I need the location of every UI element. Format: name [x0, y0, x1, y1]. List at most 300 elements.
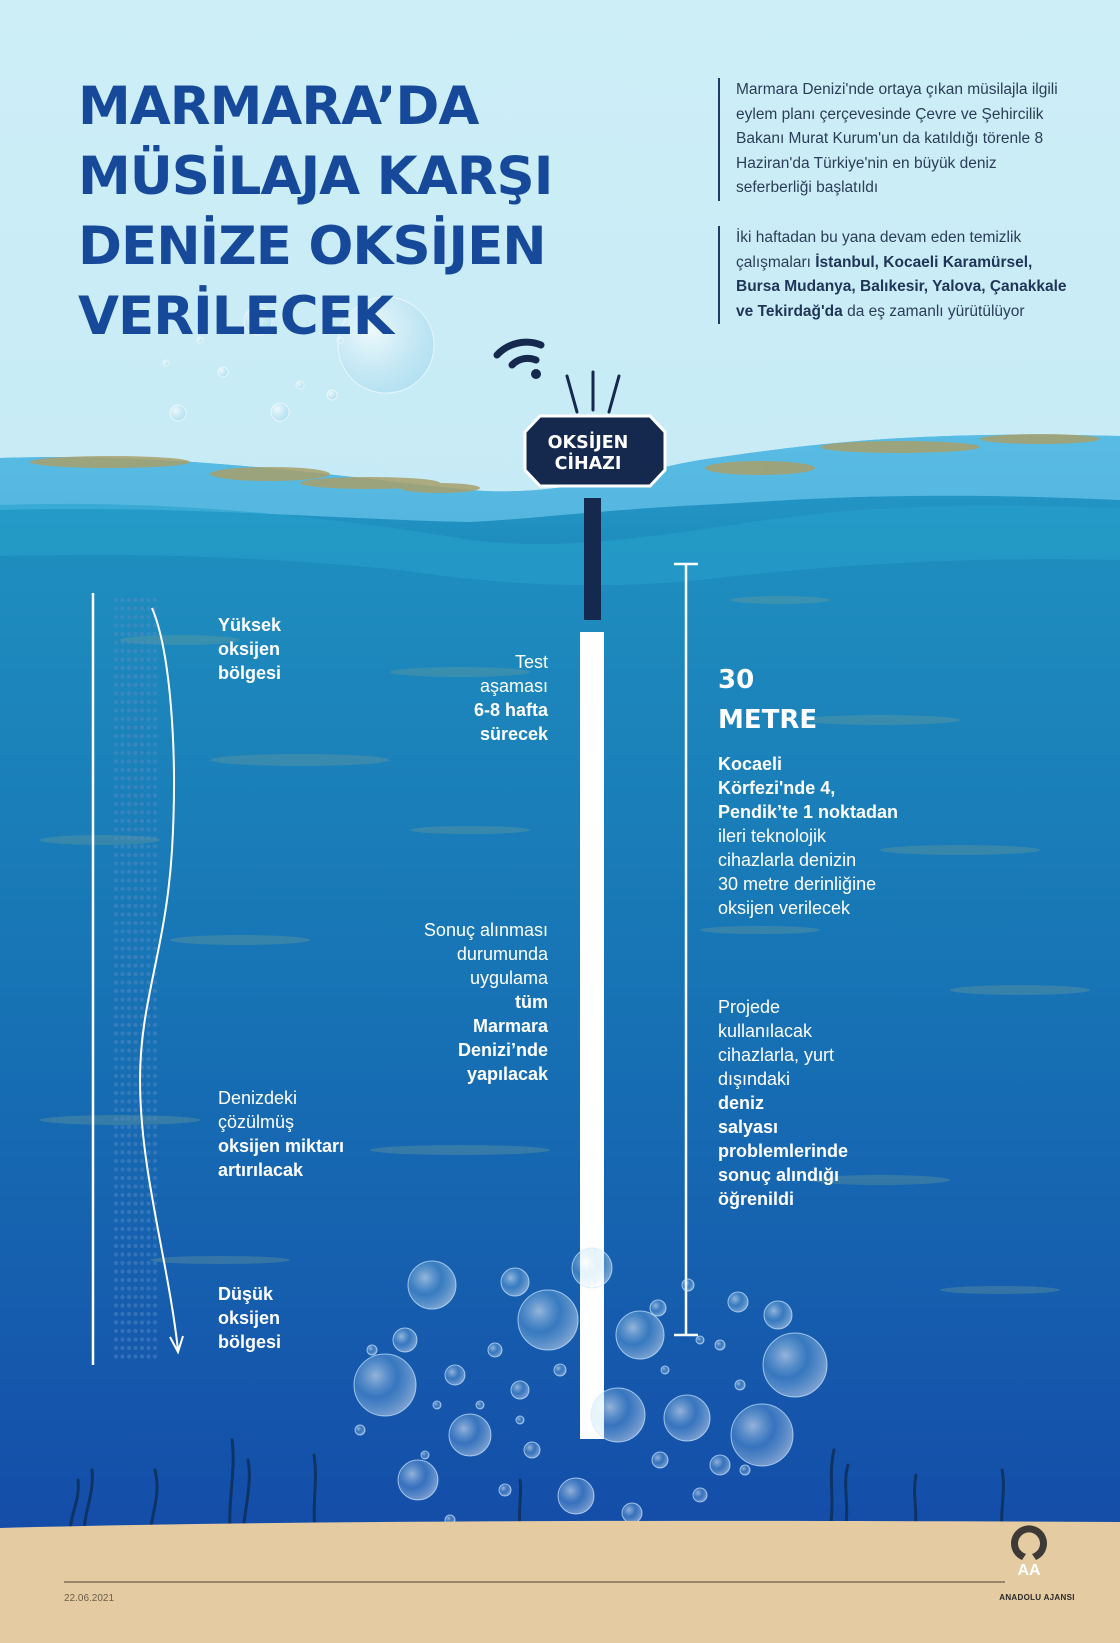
oxygen-dot: [114, 1176, 118, 1180]
oxygen-dot: [146, 1252, 150, 1256]
oxygen-dot: [140, 623, 144, 627]
oxygen-dot: [114, 1142, 118, 1146]
oxygen-dot: [127, 717, 131, 721]
oxygen-dot: [140, 1269, 144, 1273]
note-fragment: dışındaki: [718, 1069, 791, 1089]
oxygen-dot: [153, 785, 157, 789]
oxygen-dot: [133, 827, 137, 831]
oxygen-dot: [133, 734, 137, 738]
oxygen-dot: [146, 1116, 150, 1120]
oxygen-dot: [133, 623, 137, 627]
oxygen-dot: [146, 1048, 150, 1052]
oxygen-dot: [146, 615, 150, 619]
oxygen-dot: [120, 1014, 124, 1018]
oxygen-dot: [140, 929, 144, 933]
oxygen-dot: [127, 776, 131, 780]
title-line: VERİLECEK: [78, 286, 393, 347]
oxygen-dot: [114, 1048, 118, 1052]
oxygen-dot: [127, 691, 131, 695]
oxygen-dot: [114, 980, 118, 984]
oxygen-dot: [120, 1099, 124, 1103]
note-line-bold: Kocaeli: [718, 754, 783, 774]
oxygen-dot: [140, 1159, 144, 1163]
oxygen-dot: [127, 1048, 131, 1052]
oxygen-dot: [127, 1269, 131, 1273]
oxygen-dot: [146, 1142, 150, 1146]
oxygen-dot: [146, 623, 150, 627]
oxygen-dot: [146, 768, 150, 772]
page-title: [78, 72, 638, 352]
oxygen-dot: [120, 623, 124, 627]
oxygen-dot: [133, 725, 137, 729]
oxygen-dot: [120, 1142, 124, 1146]
oxygen-dot: [127, 810, 131, 814]
oxygen-dot: [133, 878, 137, 882]
oxygen-dot: [133, 674, 137, 678]
oxygen-dot: [133, 606, 137, 610]
oxygen-dot: [133, 1048, 137, 1052]
intro-p2-end: da eş zamanlı yürütülüyor: [842, 302, 1025, 320]
oxygen-dot: [114, 1329, 118, 1333]
oxygen-dot: [120, 1295, 124, 1299]
oxygen-dot: [114, 1244, 118, 1248]
oxygen-dot: [140, 836, 144, 840]
oxygen-dot: [120, 844, 124, 848]
oxygen-dot: [120, 776, 124, 780]
oxygen-dot: [133, 1116, 137, 1120]
oxygen-dot: [146, 691, 150, 695]
oxygen-dot: [146, 844, 150, 848]
oxygen-dot: [153, 989, 157, 993]
oxygen-dot: [114, 1099, 118, 1103]
oxygen-dot: [120, 861, 124, 865]
oxygen-dot: [133, 929, 137, 933]
oxygen-dot: [120, 1167, 124, 1171]
note-line-bold: Körfezi'nde 4,: [718, 778, 836, 798]
oxygen-dot: [153, 1244, 157, 1248]
oxygen-dot: [127, 1040, 131, 1044]
oxygen-dot: [153, 1269, 157, 1273]
oxygen-dot: [114, 1269, 118, 1273]
oxygen-dot: [153, 1184, 157, 1188]
oxygen-dot: [120, 963, 124, 967]
agency-name: ANADOLU AJANSI: [999, 1593, 1075, 1602]
note-line: cihazlarla denizin: [718, 850, 857, 870]
oxygen-dot: [140, 1312, 144, 1316]
oxygen-dot: [140, 1227, 144, 1231]
oxygen-dot: [127, 1057, 131, 1061]
note-line-bold: yapılacak: [466, 1064, 548, 1084]
oxygen-dot: [114, 776, 118, 780]
oxygen-dot: [127, 912, 131, 916]
oxygen-dot: [120, 734, 124, 738]
oxygen-dot: [127, 1252, 131, 1256]
oxygen-dot: [153, 802, 157, 806]
note-fragment-bold: tüm: [515, 992, 548, 1012]
oxygen-dot: [133, 1354, 137, 1358]
oxygen-dot: [140, 649, 144, 653]
oxygen-dot: [114, 1210, 118, 1214]
oxygen-dot: [114, 1295, 118, 1299]
oxygen-dot: [127, 929, 131, 933]
oxygen-dot: [133, 1312, 137, 1316]
oxygen-dot: [140, 921, 144, 925]
oxygen-dot: [153, 632, 157, 636]
oxygen-dot: [146, 887, 150, 891]
oxygen-dot: [114, 700, 118, 704]
oxygen-dot: [146, 751, 150, 755]
oxygen-dot: [153, 1099, 157, 1103]
note-line-bold: Marmara: [472, 1016, 548, 1036]
oxygen-dot: [153, 734, 157, 738]
oxygen-dot: [140, 1252, 144, 1256]
oxygen-dot: [133, 1108, 137, 1112]
oxygen-dot: [153, 997, 157, 1001]
oxygen-dot: [127, 742, 131, 746]
oxygen-dot: [133, 972, 137, 976]
oxygen-dot: [120, 980, 124, 984]
zone-label-line: bölgesi: [218, 1332, 282, 1352]
oxygen-dot: [140, 1201, 144, 1205]
oxygen-dot: [120, 666, 124, 670]
oxygen-dot: [120, 674, 124, 678]
oxygen-dot: [120, 691, 124, 695]
oxygen-dot: [153, 623, 157, 627]
note-line: durumunda: [456, 944, 548, 964]
oxygen-dot: [114, 929, 118, 933]
oxygen-dot: [120, 717, 124, 721]
oxygen-dot: [127, 1125, 131, 1129]
oxygen-dot: [120, 946, 124, 950]
oxygen-dot: [127, 938, 131, 942]
oxygen-dot: [140, 1278, 144, 1282]
oxygen-dot: [120, 1244, 124, 1248]
oxygen-dot: [120, 810, 124, 814]
oxygen-dot: [133, 649, 137, 653]
oxygen-dot: [153, 921, 157, 925]
oxygen-dot: [140, 785, 144, 789]
oxygen-dot: [140, 1235, 144, 1239]
oxygen-dot: [120, 1125, 124, 1129]
oxygen-dot: [133, 912, 137, 916]
oxygen-dot: [140, 878, 144, 882]
oxygen-dot: [120, 657, 124, 661]
oxygen-dot: [146, 870, 150, 874]
oxygen-dot: [114, 691, 118, 695]
oxygen-dot: [120, 878, 124, 882]
oxygen-dot: [133, 1218, 137, 1222]
oxygen-dot: [127, 921, 131, 925]
oxygen-dot: [146, 1269, 150, 1273]
oxygen-dot: [140, 640, 144, 644]
note-line-bold: sürecek: [479, 724, 548, 744]
oxygen-dot: [120, 989, 124, 993]
oxygen-dot: [120, 1312, 124, 1316]
oxygen-dot: [114, 1091, 118, 1095]
note-line-bold: öğrenildi: [718, 1189, 794, 1209]
oxygen-dot: [146, 1354, 150, 1358]
oxygen-dot: [114, 649, 118, 653]
oxygen-dot: [114, 1252, 118, 1256]
oxygen-dot: [127, 768, 131, 772]
oxygen-dot: [114, 955, 118, 959]
oxygen-dot: [133, 1227, 137, 1231]
device-label-line: OKSİJEN: [547, 433, 629, 453]
oxygen-dot: [153, 1320, 157, 1324]
oxygen-dot: [153, 1006, 157, 1010]
oxygen-dot: [140, 1329, 144, 1333]
oxygen-dot: [120, 793, 124, 797]
oxygen-dot: [153, 674, 157, 678]
oxygen-dot: [133, 1320, 137, 1324]
note-line-bold: 6-8 hafta: [473, 700, 548, 720]
oxygen-dot: [114, 921, 118, 925]
oxygen-dot: [133, 1057, 137, 1061]
oxygen-dot: [133, 904, 137, 908]
oxygen-dot: [127, 1142, 131, 1146]
device-label: [513, 433, 663, 475]
oxygen-dot: [120, 640, 124, 644]
oxygen-dot: [133, 997, 137, 1001]
oxygen-dot: [114, 1031, 118, 1035]
oxygen-dot: [127, 1150, 131, 1154]
oxygen-dot: [146, 1320, 150, 1324]
oxygen-dot: [133, 1150, 137, 1154]
oxygen-dot: [146, 1193, 150, 1197]
note-line-bold: sonuç alındığı: [718, 1165, 840, 1185]
oxygen-dot: [127, 1312, 131, 1316]
oxygen-dot: [146, 1082, 150, 1086]
oxygen-dot: [114, 1040, 118, 1044]
oxygen-dot: [153, 1108, 157, 1112]
publish-date: 22.06.2021: [64, 1593, 115, 1604]
oxygen-dot: [114, 1312, 118, 1316]
oxygen-dot: [120, 683, 124, 687]
oxygen-dot: [153, 1048, 157, 1052]
oxygen-dot: [153, 1227, 157, 1231]
oxygen-dot: [140, 776, 144, 780]
oxygen-dot: [153, 1252, 157, 1256]
oxygen-dot: [146, 1023, 150, 1027]
oxygen-dot: [153, 1176, 157, 1180]
note-line: çözülmüş: [218, 1112, 295, 1132]
oxygen-dot: [127, 853, 131, 857]
oxygen-dot: [133, 1235, 137, 1239]
oxygen-dot: [133, 1184, 137, 1188]
oxygen-dot: [114, 742, 118, 746]
oxygen-dot: [127, 1108, 131, 1112]
oxygen-dot: [127, 674, 131, 678]
oxygen-dot: [127, 1159, 131, 1163]
test-phase-note: [360, 650, 548, 746]
oxygen-dot: [127, 1227, 131, 1231]
oxygen-dot: [114, 1023, 118, 1027]
oxygen-dot: [146, 1201, 150, 1205]
oxygen-dot: [153, 776, 157, 780]
oxygen-dot: [133, 598, 137, 602]
oxygen-dot: [127, 615, 131, 619]
oxygen-dot: [146, 1031, 150, 1035]
oxygen-dot: [127, 598, 131, 602]
oxygen-dot: [153, 1261, 157, 1265]
oxygen-dot: [114, 1065, 118, 1069]
note-line: Sonuç alınması: [423, 920, 548, 940]
oxygen-dot: [127, 1091, 131, 1095]
oxygen-dot: [146, 921, 150, 925]
oxygen-dot: [153, 1167, 157, 1171]
oxygen-dot: [120, 700, 124, 704]
oxygen-dot: [146, 1286, 150, 1290]
oxygen-dot: [133, 1346, 137, 1350]
oxygen-dot: [127, 1082, 131, 1086]
oxygen-dot: [114, 734, 118, 738]
oxygen-dot: [140, 963, 144, 967]
oxygen-dot: [153, 1023, 157, 1027]
oxygen-dot: [127, 1320, 131, 1324]
oxygen-dot: [133, 1329, 137, 1333]
oxygen-dot: [133, 861, 137, 865]
oxygen-dot: [114, 963, 118, 967]
oxygen-dot: [114, 1167, 118, 1171]
oxygen-dot: [127, 751, 131, 755]
depth-unit: METRE: [718, 705, 818, 735]
oxygen-dot: [133, 1269, 137, 1273]
oxygen-dot: [146, 827, 150, 831]
oxygen-dot: [127, 819, 131, 823]
oxygen-dot: [146, 598, 150, 602]
oxygen-dot: [140, 683, 144, 687]
oxygen-dot: [127, 1244, 131, 1248]
oxygen-dot: [114, 1303, 118, 1307]
oxygen-dot: [133, 1006, 137, 1010]
oxygen-dot: [114, 1082, 118, 1086]
oxygen-dot: [133, 870, 137, 874]
oxygen-dot: [140, 657, 144, 661]
oxygen-dot: [114, 1235, 118, 1239]
oxygen-dot: [133, 1091, 137, 1095]
oxygen-dot: [140, 1210, 144, 1214]
note-line: aşaması: [479, 676, 548, 696]
oxygen-dot: [140, 725, 144, 729]
zone-label-line: Düşük: [218, 1284, 274, 1304]
oxygen-dot: [140, 768, 144, 772]
oxygen-dot: [133, 776, 137, 780]
oxygen-dot: [120, 853, 124, 857]
oxygen-dot: [127, 895, 131, 899]
oxygen-dot: [114, 827, 118, 831]
oxygen-dot: [114, 708, 118, 712]
oxygen-dot: [146, 666, 150, 670]
oxygen-dot: [127, 844, 131, 848]
oxygen-dot: [114, 768, 118, 772]
oxygen-dot: [127, 1201, 131, 1205]
oxygen-dot: [153, 751, 157, 755]
oxygen-dot: [133, 632, 137, 636]
oxygen-dot: [120, 725, 124, 729]
oxygen-dot: [146, 674, 150, 678]
oxygen-dot: [120, 1193, 124, 1197]
oxygen-dot: [140, 666, 144, 670]
oxygen-dot: [153, 649, 157, 653]
oxygen-dot: [127, 1235, 131, 1239]
oxygen-dot: [153, 759, 157, 763]
oxygen-dot: [133, 853, 137, 857]
oxygen-dot: [114, 861, 118, 865]
oxygen-dot: [146, 946, 150, 950]
oxygen-dot: [146, 708, 150, 712]
oxygen-dot: [146, 955, 150, 959]
oxygen-dot: [114, 836, 118, 840]
oxygen-dot: [133, 938, 137, 942]
oxygen-dot: [114, 1159, 118, 1163]
oxygen-dot: [133, 1142, 137, 1146]
oxygen-dot: [114, 912, 118, 916]
oxygen-dot: [127, 1099, 131, 1103]
oxygen-dot: [114, 1286, 118, 1290]
oxygen-dot: [120, 1346, 124, 1350]
oxygen-dot: [153, 725, 157, 729]
oxygen-dot: [120, 1048, 124, 1052]
oxygen-dot: [120, 1210, 124, 1214]
oxygen-dot: [127, 904, 131, 908]
oxygen-dot: [127, 640, 131, 644]
oxygen-dot: [120, 827, 124, 831]
zone-label-line: bölgesi: [218, 663, 282, 683]
oxygen-dot: [114, 1354, 118, 1358]
oxygen-dot: [114, 989, 118, 993]
oxygen-dot: [133, 921, 137, 925]
oxygen-dot: [140, 1014, 144, 1018]
oxygen-dot: [133, 683, 137, 687]
oxygen-dot: [146, 1108, 150, 1112]
oxygen-dot: [146, 1133, 150, 1137]
oxygen-dot: [140, 1184, 144, 1188]
oxygen-dot: [133, 1201, 137, 1205]
oxygen-dot: [153, 1142, 157, 1146]
oxygen-dot: [133, 1023, 137, 1027]
oxygen-dot: [120, 1329, 124, 1333]
oxygen-dot: [146, 1235, 150, 1239]
oxygen-dot: [114, 1218, 118, 1222]
oxygen-dot: [114, 1346, 118, 1350]
oxygen-dot: [120, 1065, 124, 1069]
oxygen-dot: [146, 1099, 150, 1103]
oxygen-dot: [153, 666, 157, 670]
oxygen-dot: [120, 870, 124, 874]
oxygen-dot: [120, 768, 124, 772]
oxygen-dot: [146, 1346, 150, 1350]
oxygen-dot: [120, 997, 124, 1001]
oxygen-dot: [140, 1295, 144, 1299]
oxygen-dot: [140, 615, 144, 619]
oxygen-dot: [140, 632, 144, 636]
oxygen-dot: [114, 751, 118, 755]
oxygen-dot: [114, 972, 118, 976]
kocaeli-note: [718, 752, 968, 920]
oxygen-dot: [114, 785, 118, 789]
oxygen-dot: [146, 1278, 150, 1282]
oxygen-dot: [146, 1057, 150, 1061]
note-line: kullanılacak: [718, 1021, 813, 1041]
oxygen-dot: [114, 1125, 118, 1129]
oxygen-dot: [114, 1261, 118, 1265]
oxygen-dot: [140, 1167, 144, 1171]
oxygen-dot: [120, 1235, 124, 1239]
oxygen-dot: [127, 963, 131, 967]
oxygen-dot: [133, 751, 137, 755]
oxygen-dot: [140, 955, 144, 959]
oxygen-dot: [153, 708, 157, 712]
